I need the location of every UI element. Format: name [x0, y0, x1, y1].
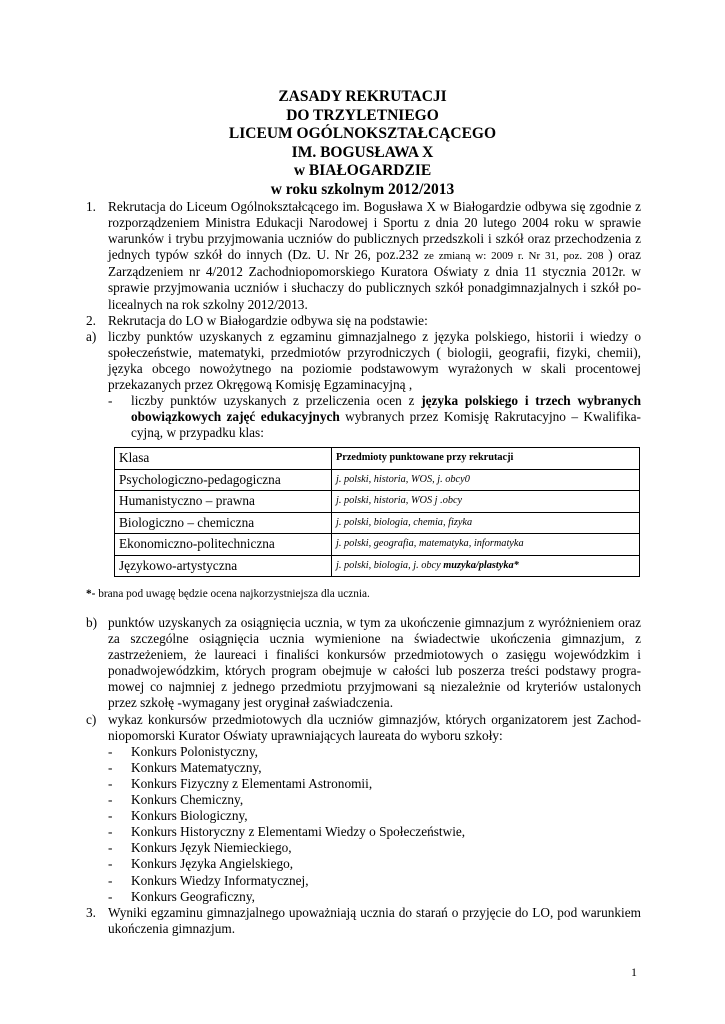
item-a-text: liczby punktów uzyskanych z egzaminu gimnazjalnego z języka polskiego, historii i wiedzy o społeczeństwie, matematyki, przedmiotów przyrodniczych ( biologii, geografii, fizyki, chemii), języka obcego nowożytnego na poziomie podstawowym wyrażonych w skali procentowej przekazanych przez Okręgową Komisję Egzaminacyjną ,: [108, 328, 641, 393]
table-row: [115, 491, 640, 513]
title-line-4: IM. BOGUSŁAWA X: [291, 143, 434, 161]
list-item: - Konkurs Matematyczny,: [108, 759, 262, 775]
item-1-text: Rekrutacja do Liceum Ogólnokształcącego im. Bogusława X w Białogardzie odbywa się zgodnie z rozporządzeniem Ministra Edukacji Narodowej i Sportu z dnia 20 lutego 2004 roku w sprawie warunków i trybu przyjmowania uczniów do publicznych przedszkoli i szkół oraz przechodzenia z jednych typów szkół do innych (Dz. U. Nr 26, poz.232 ze zmianą w: 2009 r. Nr 31, poz. 208 ) oraz Zarządzeniem nr 4/2012 Zachodniopomorskiego Kuratora Oświaty z dnia 11 stycznia 2012r. w sprawie przyjmowania uczniów i słuchaczy do publicznych szkół ponadgimnazjalnych i szkół po-licealnych na rok szkolny 2012/2013.: [108, 199, 641, 312]
row-przedmioty: j. polski, biologia, j. obcy muzyka/plastyka*: [332, 555, 640, 577]
item-3: [86, 905, 641, 937]
table-row: [115, 555, 640, 577]
list-item: - Konkurs Polonistyczny,: [108, 743, 258, 759]
row-klasa: Ekonomiczno-politechniczna: [115, 534, 332, 556]
table-footnote: *- brana pod uwagę będzie ocena najkorzystniejsza dla ucznia.: [86, 588, 370, 600]
item-3-text: Wyniki egzaminu gimnazjalnego upoważniają ucznia do starań o przyjęcie do LO, pod warunkiem ukończenia gimnazjum.: [108, 904, 641, 936]
item-3-number: 3.: [86, 904, 96, 920]
item-c-letter: c): [86, 711, 97, 727]
item-1-number: 1.: [86, 199, 96, 214]
row-klasa: Humanistyczno – prawna: [115, 491, 332, 513]
table-row: [115, 469, 640, 491]
row-przedmioty: j. polski, historia, WOS j .obcy: [332, 491, 640, 513]
item-a: [86, 329, 641, 393]
row-klasa: Biologiczno – chemiczna: [115, 512, 332, 534]
competitions-list: [86, 744, 641, 905]
item-a-dash-text: liczby punktów uzyskanych z przeliczenia ocen z języka polskiego i trzech wybranych obowiązkowych zajęć edukacyjnych wybranych przez Komisję Rakrutacyjno – Kwalifika-cyjną, w przypadku klas:: [131, 393, 641, 441]
document-title: [0, 88, 725, 199]
page-number: 1: [631, 965, 637, 979]
list-item: - Konkurs Historyczny z Elementami Wiedzy o Społeczeństwie,: [108, 824, 466, 840]
item-c: [86, 712, 641, 744]
item-2-number: 2.: [86, 312, 96, 328]
list-item: - Konkurs Chemiczny,: [108, 792, 244, 808]
item-b: [86, 615, 641, 712]
title-line-3: LICEUM OGÓLNOKSZTAŁCĄCEGO: [228, 125, 497, 142]
row-klasa: Psychologiczno-pedagogiczna: [115, 469, 332, 491]
dash-marker: -: [108, 393, 113, 409]
header-przedmioty: Przedmioty punktowane przy rekrutacji: [332, 448, 640, 470]
title-line-2: DO TRZYLETNIEGO: [286, 106, 439, 124]
list-item: - Konkurs Fizyczny z Elementami Astronomii,: [108, 775, 373, 791]
list-item: - Konkurs Język Niemieckiego,: [108, 840, 292, 856]
row-przedmioty: j. polski, geografia, matematyka, informatyka: [332, 534, 640, 556]
list-item: - Konkurs Geograficzny,: [108, 888, 255, 904]
item-b-letter: b): [86, 615, 98, 630]
item-c-text: wykaz konkursów przedmiotowych dla uczniów gimnazjów, których organizatorem jest Zachod-niopomorski Kurator Oświaty uprawniających laureata do wyboru szkoły:: [108, 711, 641, 743]
title-line-6: w roku szkolnym 2012/2013: [270, 180, 455, 198]
table-row: [115, 512, 640, 534]
row-klasa: Językowo-artystyczna: [115, 555, 332, 577]
row-przedmioty: j. polski, historia, WOS, j. obcy0: [332, 469, 640, 491]
header-klasa: Klasa: [115, 448, 332, 470]
list-item: - Konkurs Biologiczny,: [108, 808, 248, 824]
title-line-5: w BIAŁOGARDZIE: [293, 162, 432, 179]
item-2-text: Rekrutacja do LO w Białogardzie odbywa się na podstawie:: [108, 312, 428, 328]
list-item: - Konkurs Wiedzy Informatycznej,: [108, 872, 309, 888]
section-top: [86, 199, 641, 441]
item-1: [86, 199, 641, 313]
section-bottom: [86, 615, 641, 937]
class-subjects-table: [114, 447, 640, 577]
row-przedmioty: j. polski, biologia, chemia, fizyka: [332, 512, 640, 534]
item-b-text: punktów uzyskanych za osiągnięcia ucznia, w tym za ukończenie gimnazjum z wyróżnieniem oraz za szczególne osiągnięcia ucznia wymienione na świadectwie ukończenia gimnazjum, z zastrzeżeniem, że laureaci i finaliści konkursów przedmiotowych o zasięgu wojewódzkim i ponadwojewódzkim, których program obejmuje w całości lub poszerza treści podstawy progra-mowej co najmniej z jednego przedmiotu przyjmowani są niezależnie od kryteriów ustalonych przez szkołę -wymagany jest oryginał zaświadczenia.: [108, 615, 641, 711]
item-a-letter: a): [86, 328, 97, 344]
table-header-row: [115, 448, 640, 470]
table-row: [115, 534, 640, 556]
list-item: - Konkurs Języka Angielskiego,: [108, 856, 294, 872]
item-a-dash-row: [108, 393, 641, 441]
title-line-1: ZASADY REKRUTACJI: [278, 88, 447, 105]
item-2: [86, 313, 641, 329]
